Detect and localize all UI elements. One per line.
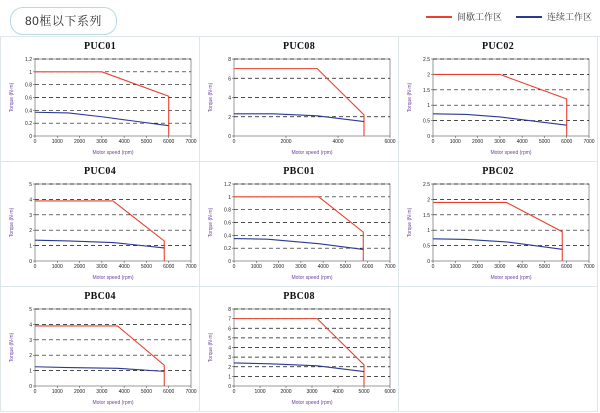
y-tick-label: 0.5 bbox=[423, 243, 430, 250]
x-tick-label: 3000 bbox=[306, 389, 318, 395]
chart-title: PUC01 bbox=[83, 41, 117, 52]
y-axis-label: Torque (N·m) bbox=[407, 207, 413, 238]
x-tick-label: 6000 bbox=[384, 139, 396, 145]
x-tick-label: 2000 bbox=[472, 264, 484, 270]
y-axis-label: Torque (N·m) bbox=[9, 207, 15, 238]
y-tick-label: 1 bbox=[29, 368, 32, 375]
y-tick-label: 0.6 bbox=[224, 220, 231, 227]
x-tick-label: 5000 bbox=[140, 139, 152, 145]
x-tick-label: 1000 bbox=[51, 139, 63, 145]
x-tick-label: 2000 bbox=[74, 389, 86, 395]
y-tick-label: 2.5 bbox=[423, 182, 430, 188]
y-tick-label: 1.5 bbox=[423, 87, 430, 94]
chart-plot bbox=[200, 51, 399, 162]
chart-title: PBC08 bbox=[283, 291, 315, 302]
y-tick-label: 4 bbox=[29, 322, 32, 329]
y-tick-label: 1 bbox=[427, 228, 430, 235]
y-tick-label: 3 bbox=[228, 355, 231, 362]
x-tick-label: 1000 bbox=[254, 389, 266, 395]
x-tick-label: 6000 bbox=[163, 389, 175, 395]
x-axis-label: Motor speed (rpm) bbox=[92, 150, 134, 156]
chart-cell-puc04 bbox=[1, 162, 200, 287]
chart-cell-pbc08 bbox=[200, 287, 399, 412]
chart-cell-pbc04 bbox=[1, 287, 200, 412]
y-tick-label: 2 bbox=[427, 72, 430, 79]
y-tick-label: 2 bbox=[228, 364, 231, 371]
x-tick-label: 0 bbox=[33, 139, 37, 145]
y-tick-label: 1 bbox=[29, 243, 32, 250]
plot-frame bbox=[35, 309, 191, 386]
x-tick-label: 2000 bbox=[472, 139, 484, 145]
x-tick-label: 0 bbox=[33, 389, 37, 395]
chart-plot bbox=[200, 301, 399, 412]
x-tick-label: 0 bbox=[232, 264, 236, 270]
chart-plot bbox=[399, 176, 598, 287]
chart-title: PUC08 bbox=[282, 41, 316, 52]
y-tick-label: 5 bbox=[29, 307, 32, 313]
chart-cell-pbc02 bbox=[399, 162, 598, 287]
x-tick-label: 3000 bbox=[96, 389, 108, 395]
y-tick-label: 5 bbox=[228, 335, 231, 342]
x-axis-label: Motor speed (rpm) bbox=[92, 400, 134, 406]
y-tick-label: 1 bbox=[427, 103, 430, 110]
x-tick-label: 4000 bbox=[118, 389, 130, 395]
legend-label-continuous: 连续工作区 bbox=[546, 12, 592, 22]
y-tick-label: 0 bbox=[228, 384, 231, 390]
series-continuous bbox=[35, 112, 169, 125]
legend bbox=[426, 10, 592, 23]
x-tick-label: 2000 bbox=[74, 139, 86, 145]
y-tick-label: 4 bbox=[29, 197, 32, 204]
series-intermittent bbox=[433, 202, 562, 261]
series-intermittent bbox=[234, 319, 364, 386]
y-tick-label: 3 bbox=[29, 337, 32, 344]
x-tick-label: 5000 bbox=[140, 264, 152, 270]
x-tick-label: 6000 bbox=[163, 264, 175, 270]
x-tick-label: 2000 bbox=[280, 389, 292, 395]
x-tick-label: 3000 bbox=[96, 139, 108, 145]
x-axis-label: Motor speed (rpm) bbox=[291, 400, 333, 406]
series-intermittent bbox=[35, 201, 164, 261]
chart-plot bbox=[1, 51, 200, 162]
y-tick-label: 1 bbox=[228, 194, 231, 201]
x-tick-label: 1000 bbox=[250, 264, 262, 270]
x-tick-label: 5000 bbox=[538, 139, 550, 145]
x-tick-label: 1000 bbox=[51, 264, 63, 270]
x-tick-label: 0 bbox=[232, 389, 236, 395]
plot-frame bbox=[35, 184, 191, 261]
y-tick-label: 0 bbox=[228, 134, 231, 140]
y-tick-label: 0.8 bbox=[25, 82, 32, 89]
legend-label-intermittent: 间歇工作区 bbox=[456, 12, 502, 22]
y-tick-label: 8 bbox=[228, 57, 231, 63]
y-tick-label: 0 bbox=[228, 259, 231, 265]
y-axis-label: Torque (N·m) bbox=[407, 82, 413, 113]
x-tick-label: 3000 bbox=[96, 264, 108, 270]
plot-frame bbox=[433, 59, 589, 136]
chart-title: PBC04 bbox=[84, 291, 116, 302]
y-tick-label: 0 bbox=[29, 384, 32, 390]
y-tick-label: 1.5 bbox=[423, 212, 430, 219]
chart-plot bbox=[200, 176, 399, 287]
chart-plot bbox=[1, 301, 200, 412]
x-tick-label: 6000 bbox=[561, 139, 573, 145]
y-axis-label: Torque (N·m) bbox=[208, 332, 214, 363]
y-tick-label: 0.4 bbox=[224, 233, 231, 240]
y-tick-label: 0 bbox=[427, 134, 430, 140]
x-tick-label: 4000 bbox=[516, 264, 528, 270]
chart-title: PBC02 bbox=[482, 166, 514, 177]
x-tick-label: 2000 bbox=[280, 139, 292, 145]
x-tick-label: 7000 bbox=[583, 264, 595, 270]
y-tick-label: 0.2 bbox=[25, 121, 32, 128]
series-continuous bbox=[234, 239, 363, 250]
x-tick-label: 1000 bbox=[449, 264, 461, 270]
page-header bbox=[0, 0, 600, 36]
y-axis-label: Torque (N·m) bbox=[208, 207, 214, 238]
y-tick-label: 0.6 bbox=[25, 95, 32, 102]
legend-swatch-intermittent bbox=[426, 16, 452, 18]
y-tick-label: 2 bbox=[228, 114, 231, 121]
legend-item-intermittent bbox=[426, 10, 502, 23]
x-tick-label: 6000 bbox=[163, 139, 175, 145]
y-tick-label: 0.8 bbox=[224, 207, 231, 214]
y-axis-label: Torque (N·m) bbox=[9, 82, 15, 113]
x-tick-label: 3000 bbox=[494, 264, 506, 270]
x-tick-label: 0 bbox=[431, 139, 435, 145]
x-tick-label: 5000 bbox=[358, 389, 370, 395]
x-axis-label: Motor speed (rpm) bbox=[291, 150, 333, 156]
y-tick-label: 0.2 bbox=[224, 246, 231, 253]
series-continuous bbox=[35, 240, 164, 248]
chart-grid bbox=[0, 36, 600, 412]
y-tick-label: 0.4 bbox=[25, 108, 32, 115]
x-tick-label: 2000 bbox=[273, 264, 285, 270]
x-tick-label: 7000 bbox=[185, 264, 197, 270]
series-intermittent bbox=[234, 197, 363, 261]
x-tick-label: 1000 bbox=[51, 389, 63, 395]
chart-cell-puc01 bbox=[1, 37, 200, 162]
x-tick-label: 6000 bbox=[362, 264, 374, 270]
x-tick-label: 7000 bbox=[384, 264, 396, 270]
x-tick-label: 0 bbox=[232, 139, 236, 145]
y-tick-label: 1 bbox=[29, 69, 32, 76]
y-tick-label: 0 bbox=[29, 259, 32, 265]
x-tick-label: 6000 bbox=[561, 264, 573, 270]
y-tick-label: 0 bbox=[427, 259, 430, 265]
x-tick-label: 3000 bbox=[295, 264, 307, 270]
y-tick-label: 6 bbox=[228, 76, 231, 83]
plot-frame bbox=[433, 184, 589, 261]
chart-cell-puc08 bbox=[200, 37, 399, 162]
x-tick-label: 6000 bbox=[384, 389, 396, 395]
chart-cell-pbc01 bbox=[200, 162, 399, 287]
y-tick-label: 2.5 bbox=[423, 57, 430, 63]
legend-item-continuous bbox=[516, 10, 592, 23]
x-tick-label: 5000 bbox=[538, 264, 550, 270]
series-intermittent bbox=[234, 69, 364, 136]
legend-swatch-continuous bbox=[516, 16, 542, 18]
chart-title: PUC02 bbox=[481, 41, 515, 52]
y-tick-label: 0.5 bbox=[423, 118, 430, 125]
x-axis-label: Motor speed (rpm) bbox=[92, 275, 134, 281]
y-axis-label: Torque (N·m) bbox=[9, 332, 15, 363]
x-tick-label: 4000 bbox=[118, 139, 130, 145]
series-continuous bbox=[234, 114, 364, 122]
x-tick-label: 4000 bbox=[516, 139, 528, 145]
x-tick-label: 4000 bbox=[317, 264, 329, 270]
series-intermittent bbox=[35, 326, 164, 386]
chart-plot bbox=[399, 51, 598, 162]
y-tick-label: 1.2 bbox=[224, 182, 231, 188]
y-tick-label: 4 bbox=[228, 95, 231, 102]
chart-cell-empty bbox=[399, 287, 598, 412]
y-tick-label: 7 bbox=[228, 316, 231, 323]
y-tick-label: 4 bbox=[228, 345, 231, 352]
y-tick-label: 1 bbox=[228, 374, 231, 381]
y-tick-label: 2 bbox=[427, 197, 430, 204]
x-tick-label: 7000 bbox=[185, 139, 197, 145]
x-tick-label: 7000 bbox=[583, 139, 595, 145]
x-tick-label: 4000 bbox=[332, 389, 344, 395]
y-tick-label: 2 bbox=[29, 228, 32, 235]
chart-title: PUC04 bbox=[83, 166, 117, 177]
x-tick-label: 1000 bbox=[449, 139, 461, 145]
x-tick-label: 4000 bbox=[118, 264, 130, 270]
x-tick-label: 0 bbox=[33, 264, 37, 270]
series-continuous bbox=[234, 363, 364, 372]
x-tick-label: 4000 bbox=[332, 139, 344, 145]
chart-title: PBC01 bbox=[283, 166, 315, 177]
y-axis-label: Torque (N·m) bbox=[208, 82, 214, 113]
y-tick-label: 5 bbox=[29, 182, 32, 188]
chart-cell-puc02 bbox=[399, 37, 598, 162]
y-tick-label: 2 bbox=[29, 353, 32, 360]
x-tick-label: 7000 bbox=[185, 389, 197, 395]
x-tick-label: 5000 bbox=[140, 389, 152, 395]
y-tick-label: 3 bbox=[29, 212, 32, 219]
x-axis-label: Motor speed (rpm) bbox=[490, 275, 532, 281]
series-badge: 80框以下系列 bbox=[10, 7, 117, 35]
x-axis-label: Motor speed (rpm) bbox=[291, 275, 333, 281]
series-intermittent bbox=[35, 72, 169, 136]
chart-plot bbox=[1, 176, 200, 287]
x-tick-label: 0 bbox=[431, 264, 435, 270]
y-tick-label: 6 bbox=[228, 326, 231, 333]
x-tick-label: 3000 bbox=[494, 139, 506, 145]
x-tick-label: 2000 bbox=[74, 264, 86, 270]
y-tick-label: 8 bbox=[228, 307, 231, 313]
x-tick-label: 5000 bbox=[339, 264, 351, 270]
x-axis-label: Motor speed (rpm) bbox=[490, 150, 532, 156]
y-tick-label: 0 bbox=[29, 134, 32, 140]
series-continuous bbox=[433, 114, 567, 125]
series-continuous bbox=[433, 239, 562, 249]
y-tick-label: 1.2 bbox=[25, 57, 32, 63]
